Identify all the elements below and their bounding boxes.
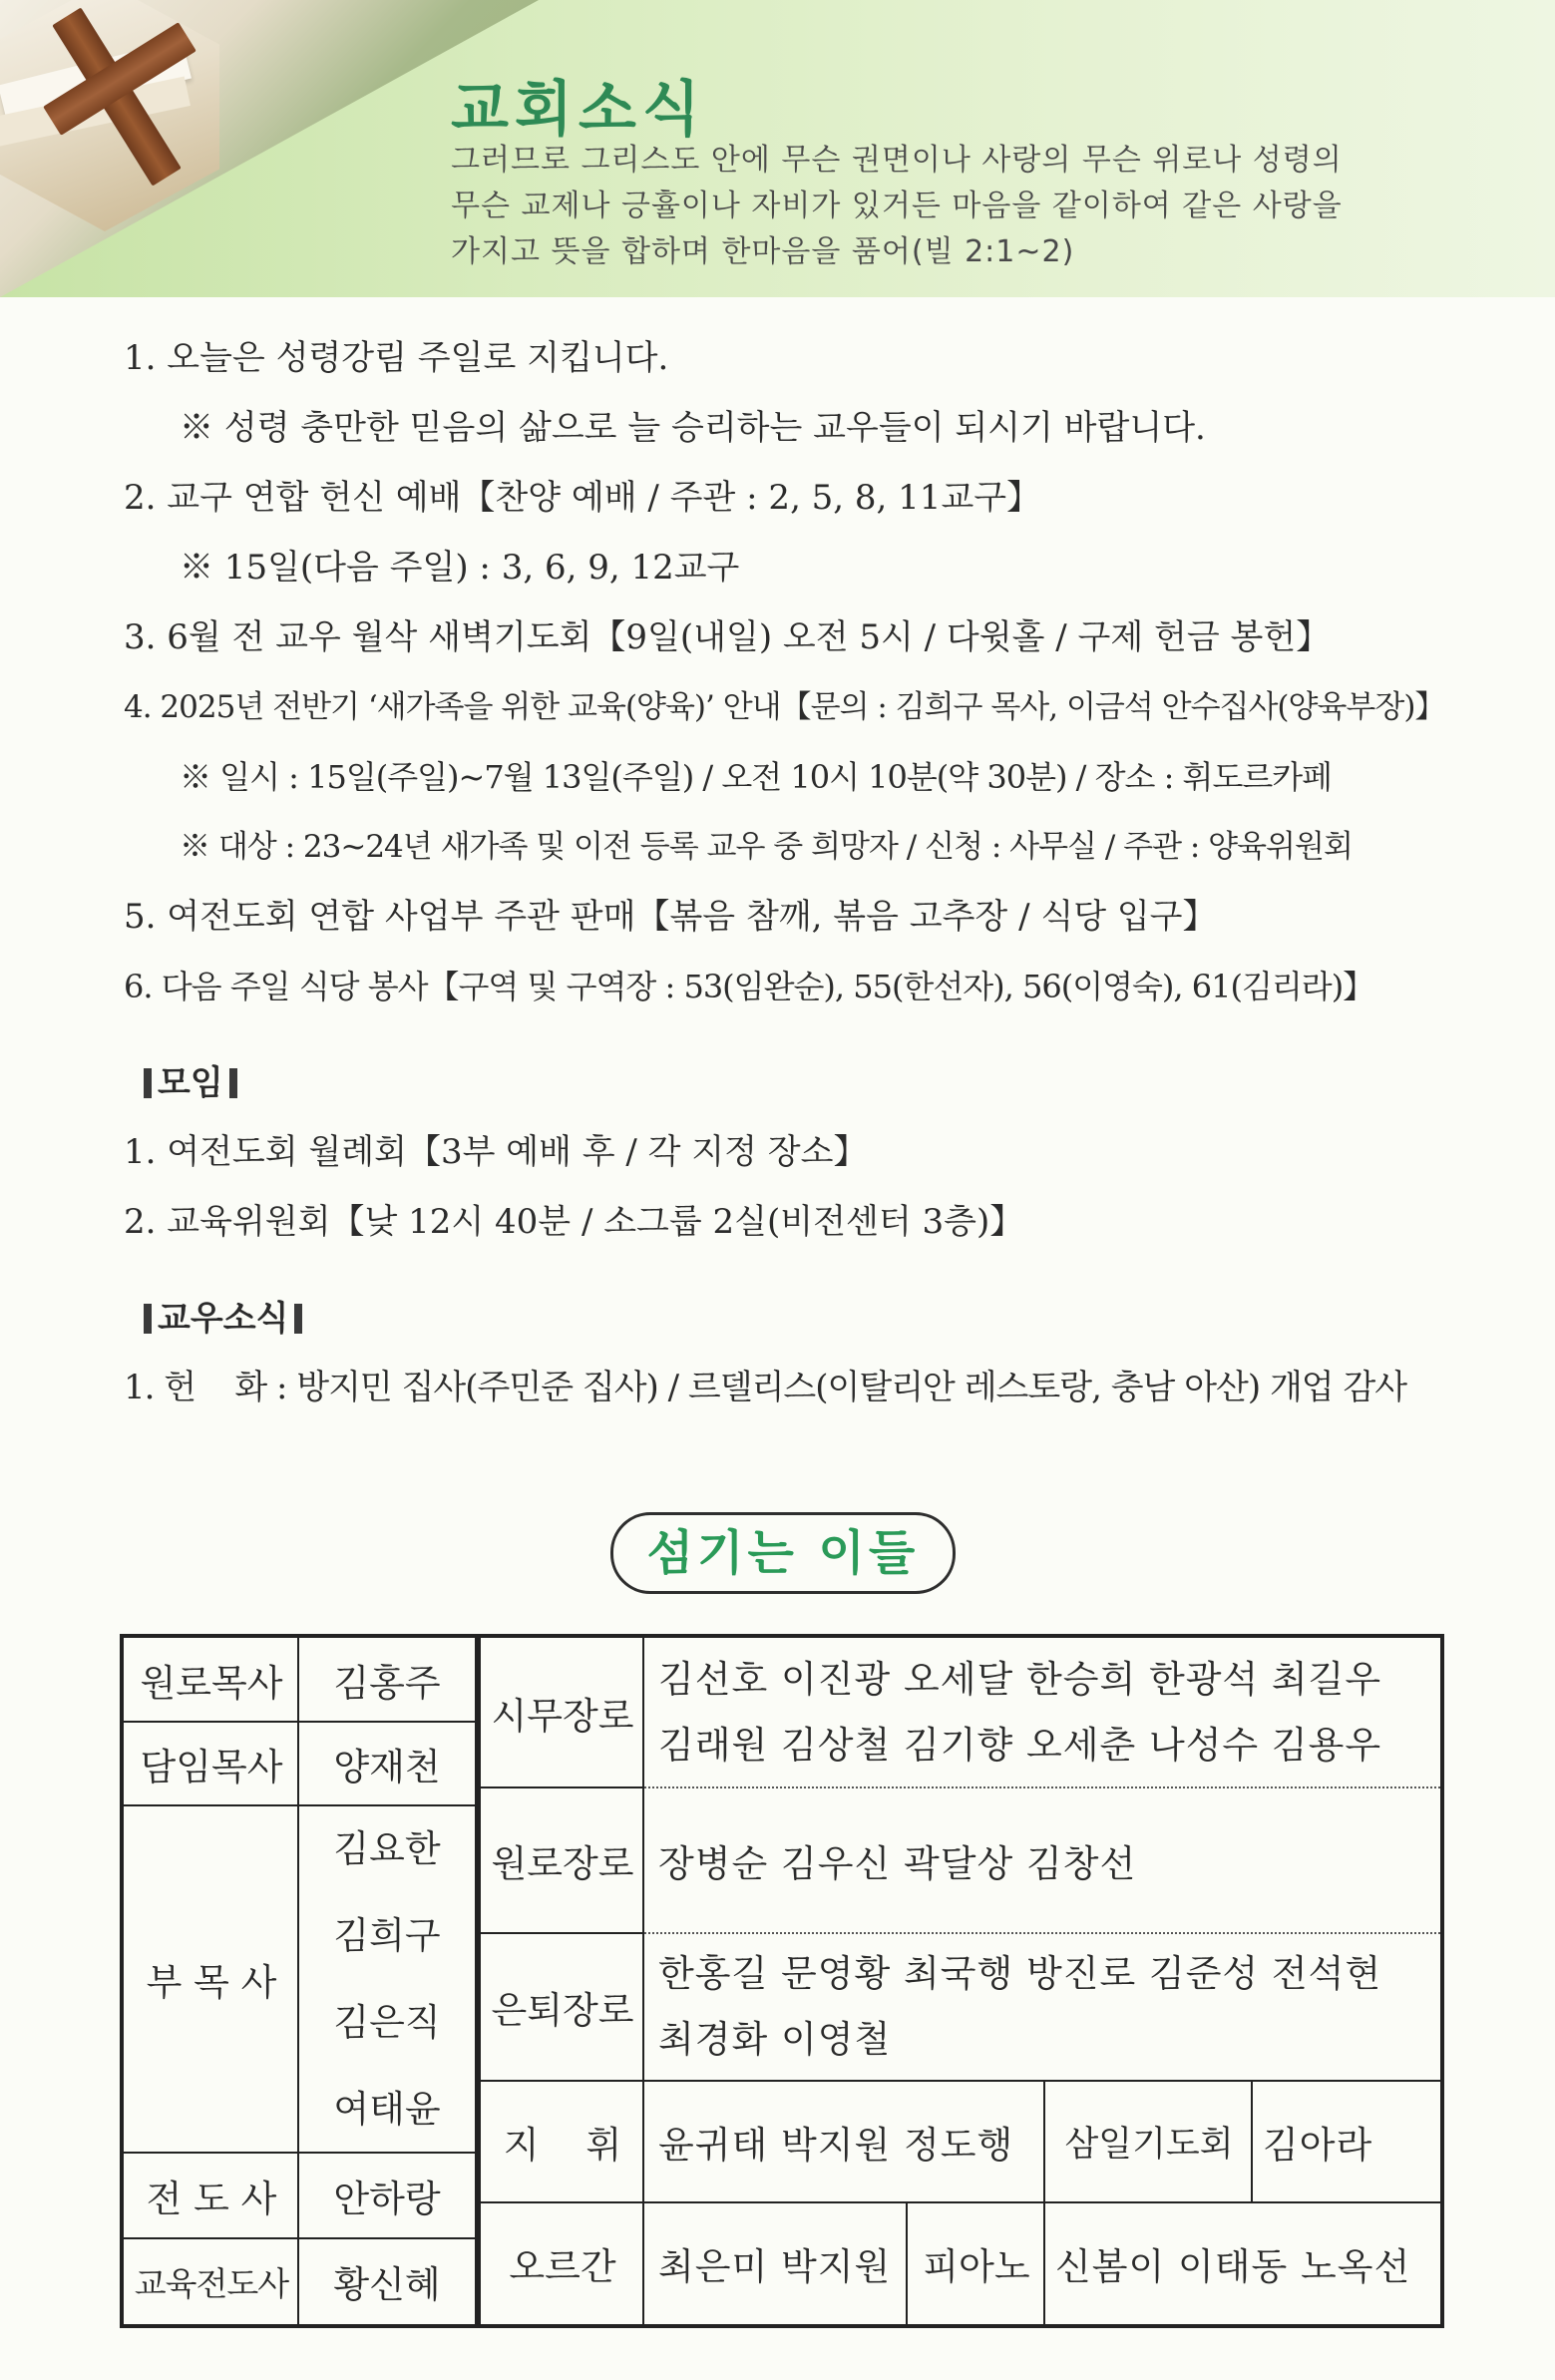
label-education-evangelist: 교육전도사 — [134, 2263, 289, 2303]
bible-verse — [451, 138, 1508, 275]
table-divider — [124, 1721, 475, 1723]
table-divider — [481, 2201, 1440, 2203]
label-wednesday-prayer: 삼일기도회 — [1064, 2125, 1234, 2165]
pianist-names: 신봄이 이태동 노옥선 — [1055, 2245, 1411, 2288]
label-pastor-emeritus: 원로목사 — [140, 1662, 283, 1705]
label-elders-emeritus: 원로장로 — [491, 1842, 634, 1885]
table-divider — [124, 2152, 299, 2154]
associate-pastor-names — [299, 1805, 475, 2153]
notice-item: 1. 오늘은 성령강림 주일로 지킵니다. — [124, 338, 669, 378]
meeting-item: 1. 여전도회 월례회【3부 예배 후 / 각 지정 장소】 — [124, 1132, 868, 1172]
notice-item: 5. 여전도회 연합 사업부 주관 판매【볶음 참깨, 볶음 고추장 / 식당 입구】 — [124, 897, 1217, 937]
table-divider — [1251, 2081, 1253, 2202]
notice-list — [124, 323, 1520, 1422]
notice-subitem: ※ 15일(다음 주일) : 3, 6, 9, 12교구 — [180, 548, 740, 588]
notice-item: 6. 다음 주일 식당 봉사【구역 및 구역장 : 53(임완순), 55(한선자), 56(이영숙), 61(김리라)】 — [124, 968, 1374, 1005]
table-divider — [299, 2152, 475, 2154]
active-elders-names: 김선호 이진광 오세달 한승희 한광석 최길우 김래원 김상철 김기향 오세춘 나성수 김용우 — [658, 1658, 1382, 1767]
notice-item: 4. 2025년 전반기 ‘새가족을 위한 교육(양육)’ 안내【문의 : 김희구 목사, 이금석 안수집사(양육부장)】 — [124, 689, 1445, 725]
meeting-item: 2. 교육위원회【낮 12시 40분 / 소그룹 2실(비전센터 3층)】 — [124, 1202, 1024, 1242]
label-piano: 피아노 — [923, 2245, 1030, 2288]
education-evangelist-name: 황신혜 — [333, 2263, 441, 2306]
table-divider — [297, 1638, 299, 2324]
table-divider — [481, 1786, 644, 1788]
associate-pastor: 김희구 — [333, 1914, 441, 1957]
table-divider — [475, 1638, 481, 2324]
associate-pastor: 여태윤 — [333, 2088, 441, 2131]
retired-elders-names: 한홍길 문영황 최국행 방진로 김준성 전석현 최경화 이영철 — [658, 1952, 1382, 2061]
table-dotted-divider — [644, 1786, 1440, 1788]
associate-pastor: 김은직 — [333, 2001, 441, 2044]
verse-line: 그러므로 그리스도 안에 무슨 권면이나 사랑의 무슨 위로나 성령의 — [451, 143, 1343, 178]
label-conductor: 지 휘 — [503, 2124, 622, 2167]
member-news-item: 1. 헌 화 : 방지민 집사(주민준 집사) / 르델리스(이탈리안 레스토랑, 충남 아산) 개업 감사 — [124, 1368, 1407, 1407]
label-senior-pastor: 담임목사 — [140, 1746, 283, 1788]
label-retired-elders: 은퇴장로 — [491, 1989, 634, 2032]
notice-item: 3. 6월 전 교우 월삭 새벽기도회【9일(내일) 오전 5시 / 다윗홀 / 구제 헌금 봉헌】 — [124, 617, 1331, 657]
notice-item: 2. 교구 연합 헌신 예배【찬양 예배 / 주관 : 2, 5, 8, 11교구】 — [124, 478, 1041, 518]
table-divider — [906, 2202, 908, 2324]
pastor-emeritus-name: 김홍주 — [333, 1662, 441, 1705]
organist-names: 최은미 박지원 — [658, 2245, 892, 2288]
page-title: 교회소식 — [451, 75, 706, 145]
notice-subitem: ※ 성령 충만한 믿음의 삶으로 늘 승리하는 교우들이 되시기 바랍니다. — [180, 408, 1206, 448]
evangelist-name: 안하랑 — [333, 2178, 441, 2220]
notice-subitem: ※ 대상 : 23~24년 새가족 및 이전 등록 교우 중 희망자 / 신청 : 사무실 / 주관 : 양육위원회 — [180, 829, 1353, 865]
table-divider — [481, 2080, 1440, 2082]
notice-subitem: ※ 일시 : 15일(주일)~7월 13일(주일) / 오전 10시 10분(약 30분) / 장소 : 휘도르카페 — [180, 758, 1333, 796]
table-divider — [481, 1932, 644, 1934]
senior-pastor-name: 양재천 — [333, 1746, 441, 1788]
conductor-names: 윤귀태 박지원 정도행 — [658, 2124, 1014, 2167]
associate-pastor: 김요한 — [333, 1827, 441, 1870]
label-organ: 오르간 — [509, 2245, 616, 2288]
label-associate-pastor: 부 목 사 — [146, 1961, 277, 2004]
table-divider — [124, 1804, 475, 1806]
table-divider — [124, 2237, 475, 2239]
member-news-heading: 교우소식 — [124, 1291, 1520, 1347]
wednesday-prayer-name: 김아라 — [1263, 2124, 1373, 2167]
table-divider — [642, 1638, 644, 2324]
bible-cross-image — [0, 0, 219, 231]
servants-title: 섬기는 이들 — [610, 1512, 956, 1594]
meetings-heading: 모임 — [124, 1055, 1520, 1111]
label-evangelist: 전 도 사 — [146, 2178, 277, 2220]
verse-line: 가지고 뜻을 합하며 한마음을 품어(빌 2:1~2) — [451, 234, 1075, 269]
verse-line: 무슨 교제나 긍휼이나 자비가 있거든 마음을 같이하여 같은 사랑을 — [451, 189, 1343, 223]
elders-emeritus-names: 장병순 김우신 곽달상 김창선 — [658, 1842, 1137, 1885]
table-dotted-divider — [644, 1932, 1440, 1934]
header-banner — [0, 0, 1555, 297]
label-active-elders: 시무장로 — [491, 1695, 634, 1738]
servants-table — [120, 1634, 1444, 2328]
